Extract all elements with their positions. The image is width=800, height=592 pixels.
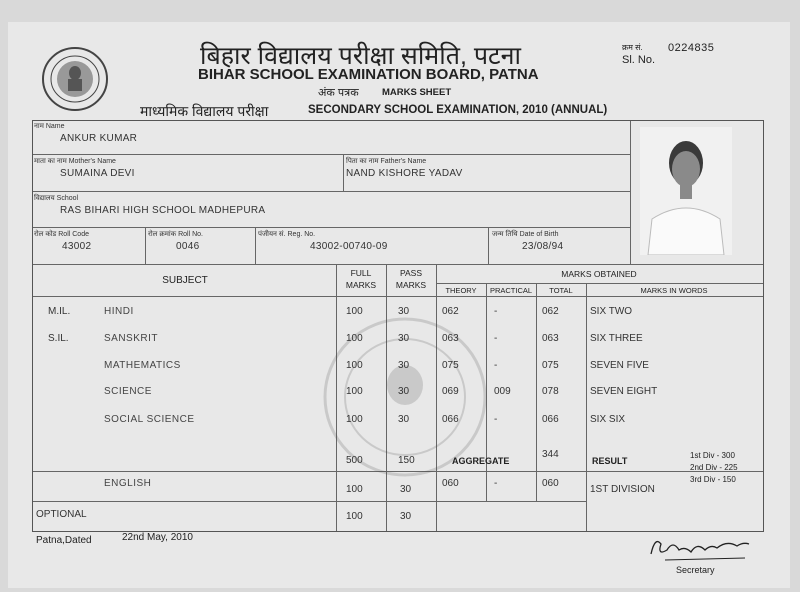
subject-name: SANSKRIT: [104, 333, 159, 344]
english-subject: ENGLISH: [104, 478, 152, 489]
full-marks: 100: [346, 333, 363, 344]
roll-no: 0046: [176, 241, 200, 252]
theory-marks: 066: [442, 414, 459, 425]
english-full: 100: [346, 484, 363, 495]
pass-marks: 30: [398, 414, 410, 425]
roll-no-label: रोल क्रमांक Roll No.: [148, 231, 203, 238]
pass-marks-header-2: MARKS: [395, 280, 427, 290]
marks-in-words: SEVEN FIVE: [590, 360, 649, 371]
practical-marks: -: [494, 333, 498, 344]
full-marks: 100: [346, 386, 363, 397]
marks-obtained-header: MARKS OBTAINED: [561, 269, 637, 279]
marks-in-words: SIX SIX: [590, 414, 626, 425]
result-label: RESULT: [592, 456, 628, 466]
mother-name: SUMAINA DEVI: [60, 168, 135, 179]
marks-in-words: SIX TWO: [590, 306, 633, 317]
total-marks: 063: [542, 333, 559, 344]
total-marks: 066: [542, 414, 559, 425]
subject-name: SCIENCE: [104, 386, 152, 397]
pass-marks: 30: [398, 360, 410, 371]
full-marks: 100: [346, 306, 363, 317]
practical-header: PRACTICAL: [489, 286, 533, 295]
words-header: MARKS IN WORDS: [640, 286, 708, 295]
pass-marks: 30: [398, 386, 410, 397]
reg-label: पंजीयन सं. Reg. No.: [258, 231, 316, 238]
theory-marks: 062: [442, 306, 459, 317]
subject-code: M.IL.: [48, 306, 71, 317]
theory-marks: 063: [442, 333, 459, 344]
total-header: TOTAL: [549, 286, 573, 295]
sheet-hindi: अंक पत्रक: [318, 87, 359, 99]
aggregate-total: 344: [542, 449, 559, 460]
division-3: 3rd Div - 150: [690, 475, 736, 484]
title-english: BIHAR SCHOOL EXAMINATION BOARD, PATNA: [198, 66, 539, 83]
subject-header: SUBJECT: [162, 275, 208, 286]
secretary-label: Secretary: [676, 565, 715, 575]
english-theory: 060: [442, 478, 459, 489]
full-marks-header-1: FULL: [350, 268, 372, 278]
practical-marks: 009: [494, 386, 511, 397]
marks-in-words: SIX THREE: [590, 333, 643, 344]
roll-code-label: रोल कोड Roll Code: [34, 231, 89, 238]
sheet-english: MARKS SHEET: [382, 87, 452, 98]
aggregate-pass: 150: [398, 455, 415, 466]
total-marks: 075: [542, 360, 559, 371]
full-marks: 100: [346, 360, 363, 371]
student-name: ANKUR KUMAR: [60, 133, 138, 144]
title-hindi: बिहार विद्यालय परीक्षा समिति, पटना: [200, 42, 522, 70]
pass-marks: 30: [398, 306, 410, 317]
father-label: पिता का नाम Father's Name: [346, 158, 427, 165]
dob-label: जन्म तिथि Date of Birth: [492, 231, 559, 238]
pass-marks-header-1: PASS: [399, 268, 423, 278]
practical-marks: -: [494, 360, 498, 371]
exam-hindi: माध्यमिक विद्यालय परीक्षा: [140, 103, 269, 119]
board-seal-logo: [40, 46, 110, 112]
full-marks: 100: [346, 414, 363, 425]
optional-pass: 30: [400, 511, 412, 522]
full-marks-header-2: MARKS: [345, 280, 377, 290]
serial-value: 0224835: [668, 42, 715, 54]
result-value: 1ST DIVISION: [590, 484, 655, 495]
practical-marks: -: [494, 414, 498, 425]
total-marks: 078: [542, 386, 559, 397]
practical-marks: -: [494, 306, 498, 317]
english-practical: -: [494, 478, 498, 489]
subject-code: S.IL.: [48, 333, 69, 344]
pass-marks: 30: [398, 333, 410, 344]
english-total: 060: [542, 478, 559, 489]
father-name: NAND KISHORE YADAV: [346, 168, 463, 179]
mother-label: माता का नाम Mother's Name: [34, 158, 116, 165]
theory-marks: 069: [442, 386, 459, 397]
exam-english: SECONDARY SCHOOL EXAMINATION, 2010 (ANNUAL): [308, 104, 608, 116]
theory-header: THEORY: [445, 286, 477, 295]
division-2: 2nd Div - 225: [690, 463, 738, 472]
marks-in-words: SEVEN EIGHT: [590, 386, 658, 397]
serial-label: Sl. No.: [622, 54, 656, 66]
dob: 23/08/94: [522, 241, 564, 252]
secretary-signature: [645, 530, 755, 564]
school-label: विद्यालय School: [34, 195, 79, 202]
optional-label: OPTIONAL: [36, 509, 87, 520]
roll-code: 43002: [62, 241, 92, 252]
aggregate-label: AGGREGATE: [452, 456, 510, 466]
school-name: RAS BIHARI HIGH SCHOOL MADHEPURA: [60, 205, 266, 216]
place-label: Patna,Dated: [36, 535, 92, 546]
theory-marks: 075: [442, 360, 459, 371]
name-label: नाम Name: [34, 123, 65, 130]
optional-full: 100: [346, 511, 363, 522]
division-1: 1st Div - 300: [690, 451, 735, 460]
aggregate-full: 500: [346, 455, 363, 466]
student-photo: [640, 127, 732, 255]
date-value: 22nd May, 2010: [122, 532, 193, 543]
total-marks: 062: [542, 306, 559, 317]
serial-label-hindi: क्रम सं.: [622, 43, 643, 52]
subject-name: SOCIAL SCIENCE: [104, 414, 195, 425]
subject-name: MATHEMATICS: [104, 360, 181, 371]
subject-name: HINDI: [104, 306, 134, 317]
reg-no: 43002-00740-09: [310, 241, 388, 252]
english-pass: 30: [400, 484, 412, 495]
